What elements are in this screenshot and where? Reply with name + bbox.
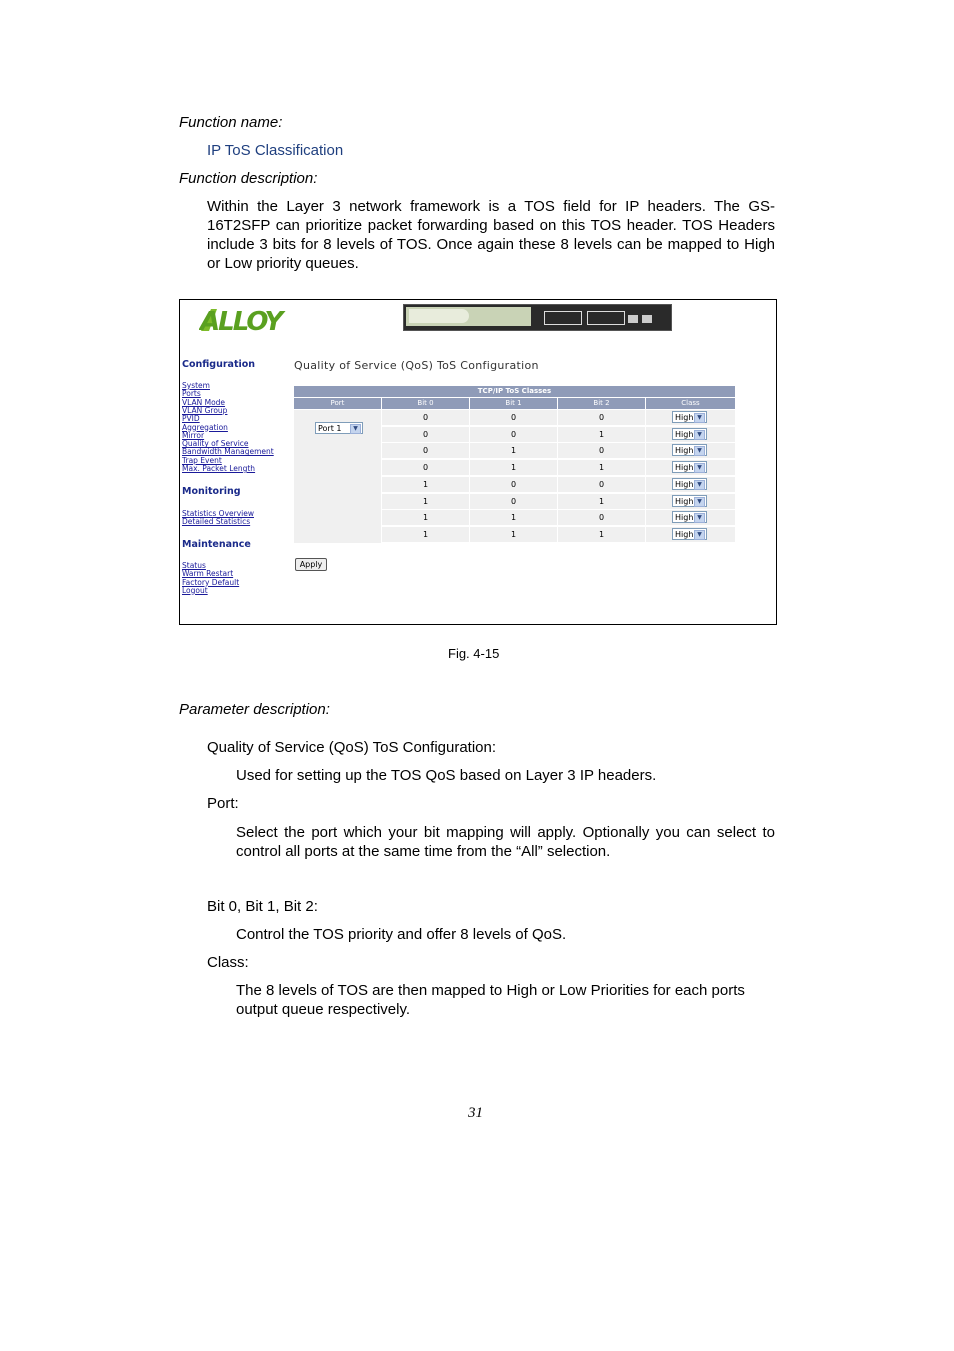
col-header-port: Port — [294, 398, 381, 409]
bit2-cell: 0 — [558, 443, 645, 458]
chevron-down-icon: ▼ — [694, 430, 705, 440]
chevron-down-icon: ▼ — [694, 463, 705, 473]
class-select-value: High — [675, 496, 694, 506]
nav-link-system[interactable]: System — [182, 381, 210, 390]
bit0-cell: 1 — [382, 477, 469, 492]
page-number: 31 — [468, 1105, 483, 1121]
param-name-port: Port: — [207, 795, 239, 812]
bit1-cell: 0 — [470, 477, 557, 492]
port-cell — [294, 410, 381, 543]
alloy-logo — [199, 303, 291, 333]
nav-link-warm-restart[interactable]: Warm Restart — [182, 569, 234, 579]
table-title: TCP/IP ToS Classes — [294, 386, 735, 397]
param-name-qos: Quality of Service (QoS) ToS Configuration: — [207, 739, 497, 756]
svg-text:ALLOY: ALLOY — [200, 307, 282, 333]
class-select[interactable] — [672, 528, 707, 540]
col-header-class: Class — [646, 398, 735, 409]
nav-link-aggregation[interactable]: Aggregation — [182, 422, 228, 432]
bit2-cell: 1 — [558, 527, 645, 542]
nav-link-vlan-mode[interactable]: VLAN Mode — [182, 397, 226, 407]
col-header-bit1: Bit 1 — [470, 398, 557, 409]
nav-link-bandwidth-management[interactable]: Bandwidth Management — [182, 447, 274, 457]
parameter-description-label: Parameter description: — [179, 701, 330, 718]
bit0-cell: 0 — [382, 443, 469, 458]
param-name-bits: Bit 0, Bit 1, Bit 2: — [207, 898, 318, 915]
class-select[interactable] — [672, 495, 707, 507]
col-header-bit0: Bit 0 — [382, 398, 469, 409]
class-cell — [646, 527, 735, 542]
param-desc-port: Select the port which your bit mapping will apply. Optionally you can select to control all ports at the same time from the “All” selection. — [236, 824, 775, 860]
bit0-cell: 1 — [382, 510, 469, 525]
nav-link-status[interactable]: Status — [182, 561, 206, 570]
class-select[interactable] — [672, 461, 707, 473]
nav-link-vlan-group[interactable]: VLAN Group — [182, 405, 228, 415]
chevron-down-icon: ▼ — [694, 446, 705, 456]
chevron-down-icon: ▼ — [694, 513, 705, 523]
class-select[interactable] — [672, 444, 707, 456]
switch-banner-image — [403, 304, 672, 331]
bit2-cell: 0 — [558, 510, 645, 525]
chevron-down-icon: ▼ — [694, 413, 705, 423]
qos-tos-title: Quality of Service (QoS) ToS Configuration — [294, 359, 539, 372]
class-cell — [646, 427, 735, 442]
bit0-cell: 0 — [382, 410, 469, 425]
nav-link-statistics-overview[interactable]: Statistics Overview — [182, 509, 254, 518]
param-desc-bits: Control the TOS priority and offer 8 levels of QoS. — [236, 926, 567, 943]
param-desc-qos: Used for setting up the TOS QoS based on Layer 3 IP headers. — [236, 767, 657, 784]
class-select[interactable] — [672, 411, 707, 423]
class-cell — [646, 477, 735, 492]
port-select[interactable] — [315, 422, 363, 434]
function-description: Within the Layer 3 network framework is a TOS field for IP headers. The GS-16T2SFP can prioritize packet forwarding based on this TOS header. TOS Headers include 3 bits for 8 levels of TOS. Once again these 8 levels can be mapped to High or Low priority queues. — [207, 198, 775, 272]
col-header-bit2: Bit 2 — [558, 398, 645, 409]
class-select[interactable] — [672, 428, 707, 440]
bit2-cell: 0 — [558, 477, 645, 492]
class-select[interactable] — [672, 511, 707, 523]
class-select-value: High — [675, 479, 694, 489]
nav-link-factory-default[interactable]: Factory Default — [182, 577, 240, 587]
bit1-cell: 0 — [470, 494, 557, 509]
bit2-cell: 1 — [558, 494, 645, 509]
nav-heading-configuration: Configuration — [182, 359, 256, 370]
class-select-value: High — [675, 413, 694, 422]
nav-link-trap-event[interactable]: Trap Event — [182, 455, 222, 465]
function-description-label: Function description: — [179, 170, 318, 187]
function-name-label: Function name: — [179, 114, 283, 131]
chevron-down-icon: ▼ — [694, 480, 705, 490]
class-cell — [646, 510, 735, 525]
chevron-down-icon: ▼ — [350, 424, 361, 434]
nav-heading-maintenance: Maintenance — [182, 539, 251, 550]
apply-button[interactable]: Apply — [295, 558, 327, 571]
class-cell — [646, 494, 735, 509]
bit0-cell: 0 — [382, 427, 469, 442]
chevron-down-icon: ▼ — [694, 530, 705, 540]
function-name: IP ToS Classification — [207, 142, 344, 159]
bit1-cell: 1 — [470, 443, 557, 458]
bit1-cell: 0 — [470, 427, 557, 442]
bit1-cell: 1 — [470, 510, 557, 525]
nav-link-mirror[interactable]: Mirror — [182, 430, 205, 440]
web-ui-screenshot — [179, 299, 777, 625]
nav-link-ports[interactable]: Ports — [182, 389, 201, 399]
class-select-value: High — [675, 446, 694, 456]
param-name-class: Class: — [207, 954, 249, 971]
class-select-value: High — [675, 429, 694, 439]
figure-caption: Fig. 4-15 — [448, 646, 500, 661]
port-select-value: Port 1 — [318, 424, 342, 433]
nav-link-quality-of-service[interactable]: Quality of Service — [182, 439, 249, 449]
bit2-cell: 0 — [558, 410, 645, 425]
param-desc-class: The 8 levels of TOS are then mapped to High or Low Priorities for each ports output queue respectively. — [236, 982, 745, 1018]
class-cell — [646, 443, 735, 458]
bit0-cell: 1 — [382, 494, 469, 509]
class-cell — [646, 460, 735, 475]
bit1-cell: 1 — [470, 527, 557, 542]
class-select-value: High — [675, 529, 694, 539]
nav-link-pvid[interactable]: PVID — [182, 414, 200, 424]
class-select[interactable] — [672, 478, 707, 490]
class-select-value: High — [675, 513, 694, 523]
bit0-cell: 1 — [382, 527, 469, 542]
class-cell — [646, 410, 735, 425]
chevron-down-icon: ▼ — [694, 497, 705, 507]
bit2-cell: 1 — [558, 427, 645, 442]
bit1-cell: 0 — [470, 410, 557, 425]
nav-link-logout[interactable]: Logout — [182, 585, 208, 595]
bit1-cell: 1 — [470, 460, 557, 475]
nav-heading-monitoring: Monitoring — [182, 486, 241, 497]
bit0-cell: 0 — [382, 460, 469, 475]
class-select-value: High — [675, 463, 694, 473]
bit2-cell: 1 — [558, 460, 645, 475]
nav-link-detailed-statistics[interactable]: Detailed Statistics — [182, 517, 251, 527]
nav-link-max-packet-length[interactable]: Max. Packet Length — [182, 464, 256, 473]
